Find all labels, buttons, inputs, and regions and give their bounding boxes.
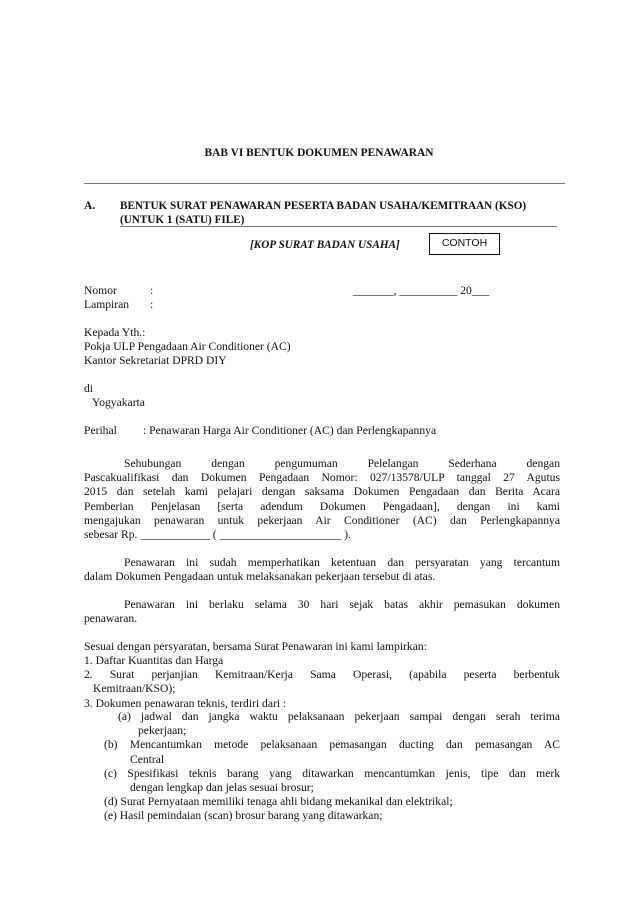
lampiran-label: Lampiran xyxy=(84,298,130,311)
section-title-line1: BENTUK SURAT PENAWARAN PESERTA BADAN USAHA/KEMITRAAN (KSO) xyxy=(120,200,527,212)
paragraph-validity xyxy=(84,598,560,626)
divider-top xyxy=(84,183,565,184)
nomor-colon: : xyxy=(150,284,154,297)
example-badge: CONTOH xyxy=(429,233,500,255)
sub-item-d: (d) Surat Pernyataan memiliki tenaga ahli bidang mekanikal dan elektrikal; xyxy=(104,795,453,809)
list-item-2-line1: 2. Surat perjanjian Kemitraan/Kerja Sama Operasi, (apabila peserta berbentuk xyxy=(84,668,560,682)
paragraph-compliance xyxy=(84,556,560,584)
recipient-di: di xyxy=(84,382,94,395)
para2-line1: Penawaran ini sudah memperhatikan ketentuan dan persyaratan yang tercantum xyxy=(124,556,560,569)
sub-item-c-line2: dengan lengkap dan jelas sesuai brosur; xyxy=(130,781,314,795)
sub-item-e: (e) Hasil pemindaian (scan) brosur barang yang ditawarkan; xyxy=(104,809,383,823)
sub-list xyxy=(104,710,560,824)
para1-line6: sebesar Rp. ____________ ( _____________________ ). xyxy=(84,528,351,542)
chapter-title: BAB VI BENTUK DOKUMEN PENAWARAN xyxy=(204,147,434,159)
paragraph-intro xyxy=(84,457,560,542)
sub-item-a-line2: pekerjaan; xyxy=(138,724,187,738)
divider-section xyxy=(120,226,557,227)
sub-item-a-line1: (a) jadwal dan jangka waktu pelaksanaan pekerjaan sampai dengan serah terima xyxy=(118,710,560,723)
section-title-line2: (UNTUK 1 (SATU) FILE) xyxy=(120,214,245,226)
list-item-1: 1. Daftar Kuantitas dan Harga xyxy=(84,654,224,667)
para1-line3: 2015 dan setelah kami pelajari dengan saksama Dokumen Pengadaan dan Berita Acara xyxy=(84,485,560,499)
recipient-name: Pokja ULP Pengadaan Air Conditioner (AC) xyxy=(84,340,291,353)
recipient-city: Yogyakarta xyxy=(92,396,145,409)
subject-label: Perihal xyxy=(84,424,117,437)
recipient-greeting: Kepada Yth.: xyxy=(84,326,146,339)
nomor-label: Nomor xyxy=(84,284,117,297)
sub-item-b-line2: Central xyxy=(130,752,165,766)
section-letter: A. xyxy=(84,199,96,212)
para1-line2: Pascakualifikasi dan Dokumen Pengadaan Nomor: 027/13578/ULP tanggal 27 Agutus xyxy=(84,471,560,485)
recipient-office: Kantor Sekretariat DPRD DIY xyxy=(84,354,227,367)
subject-text: : Penawaran Harga Air Conditioner (AC) dan Perlengkapannya xyxy=(143,424,437,437)
para3-line1: Penawaran ini berlaku selama 30 hari sejak batas akhir pemasukan dokumen xyxy=(124,598,560,611)
sub-item-c-line1: (c) Spesifikasi teknis barang yang ditawarkan mencantumkan jenis, tipe dan merk xyxy=(104,766,560,780)
attachment-list xyxy=(84,654,560,711)
sub-item-b-line1: (b) Mencantumkan metode pelaksanaan pemasangan ducting dan pemasangan AC xyxy=(104,738,560,752)
para3-line2: penawaran. xyxy=(84,612,138,626)
list-item-2-line2: Kemitraan/KSO); xyxy=(93,682,176,696)
para1-line1: Sehubungan dengan pengumuman Pelelangan Sederhana dengan xyxy=(124,457,560,470)
para2-line2: dalam Dokumen Pengadaan untuk melaksanakan pekerjaan tersebut di atas. xyxy=(84,570,436,584)
letterhead-placeholder: [KOP SURAT BADAN USAHA] xyxy=(250,239,400,251)
list-item-3: 3. Dokumen penawaran teknis, terdiri dari : xyxy=(84,696,287,710)
lampiran-colon: : xyxy=(150,298,154,311)
para1-line4: Pemberian Penjelasan [serta adendum Dokumen Pengadaan], dengan ini kami xyxy=(84,499,560,513)
para1-line5: mengajukan penawaran untuk pekerjaan Air Conditioner (AC) dan Perlengkapannya xyxy=(84,513,560,527)
date-line: _______, __________ 20___ xyxy=(353,284,490,297)
attachments-intro: Sesuai dengan persyaratan, bersama Surat Penawaran ini kami lampirkan: xyxy=(84,640,427,653)
